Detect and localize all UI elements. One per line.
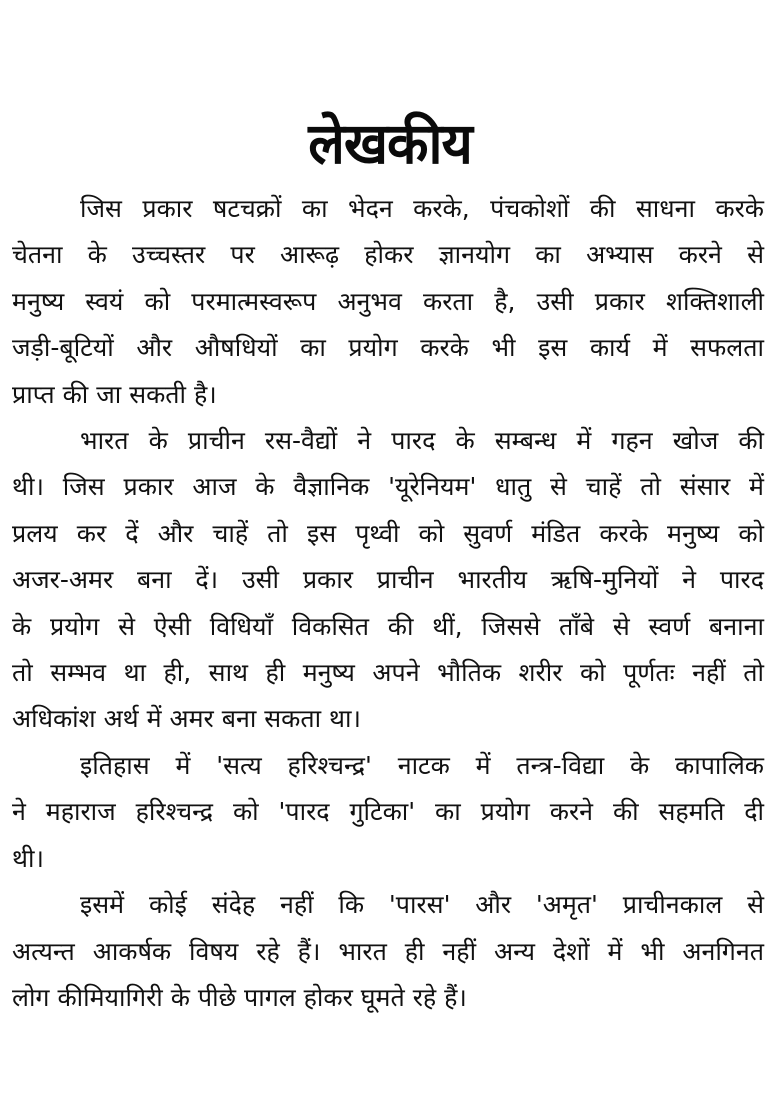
text-line: इसमें कोई संदेह नहीं कि 'पारस' और 'अमृत' प्राचीनकाल से [80,890,764,920]
paragraph-2 [12,418,764,743]
text-line: प्रलय कर दें और चाहें तो इस पृथ्वी को सुवर्ण मंडित करके मनुष्य को [12,518,764,548]
text-line: प्राप्त की जा सकती है। [12,379,217,409]
text-line: जड़ी-बूटियों और औषधियों का प्रयोग करके भी इस कार्य में सफलता [12,333,764,363]
text-line: के प्रयोग से ऐसी विधियाँ विकसित की थीं, जिससे ताँबे से स्वर्ण बनाना [12,611,764,641]
text-line: भारत के प्राचीन रस-वैद्यों ने पारद के सम्बन्ध में गहन खोज की [80,426,764,456]
text-line: लोग कीमियागिरी के पीछे पागल होकर घूमते रहे हैं। [12,982,467,1012]
text-line: तो सम्भव था ही, साथ ही मनुष्य अपने भौतिक शरीर को पूर्णतः नहीं तो [12,658,764,688]
paragraph-3 [12,743,764,882]
paragraph-4 [12,882,764,1021]
text-line: इतिहास में 'सत्य हरिश्चन्द्र' नाटक में तन्त्र-विद्या के कापालिक [80,750,764,780]
text-line: चेतना के उच्चस्तर पर आरूढ़ होकर ज्ञानयोग का अभ्यास करने से [12,240,764,270]
text-line: मनुष्य स्वयं को परमात्मस्वरूप अनुभव करता है, उसी प्रकार शक्तिशाली [12,286,764,316]
text-line: ने महाराज हरिश्चन्द्र को 'पारद गुटिका' का प्रयोग करने की सहमति दी [12,797,764,827]
text-line: थी। जिस प्रकार आज के वैज्ञानिक 'यूरेनियम' धातु से चाहें तो संसार में [12,472,764,502]
text-line: अत्यन्त आकर्षक विषय रहे हैं। भारत ही नहीं अन्य देशों में भी अनगिनत [12,936,764,966]
page-title: लेखकीय [308,110,472,177]
text-line: जिस प्रकार षटचक्रों का भेदन करके, पंचकोशों की साधना करके [80,194,764,223]
text-line: थी। [12,843,44,873]
paragraph-1 [12,186,764,418]
text-line: अजर-अमर बना दें। उसी प्रकार प्राचीन भारतीय ऋषि-मुनियों ने पारद [12,565,764,595]
text-line: अधिकांश अर्थ में अमर बना सकता था। [12,704,361,734]
body-text [12,186,764,1021]
